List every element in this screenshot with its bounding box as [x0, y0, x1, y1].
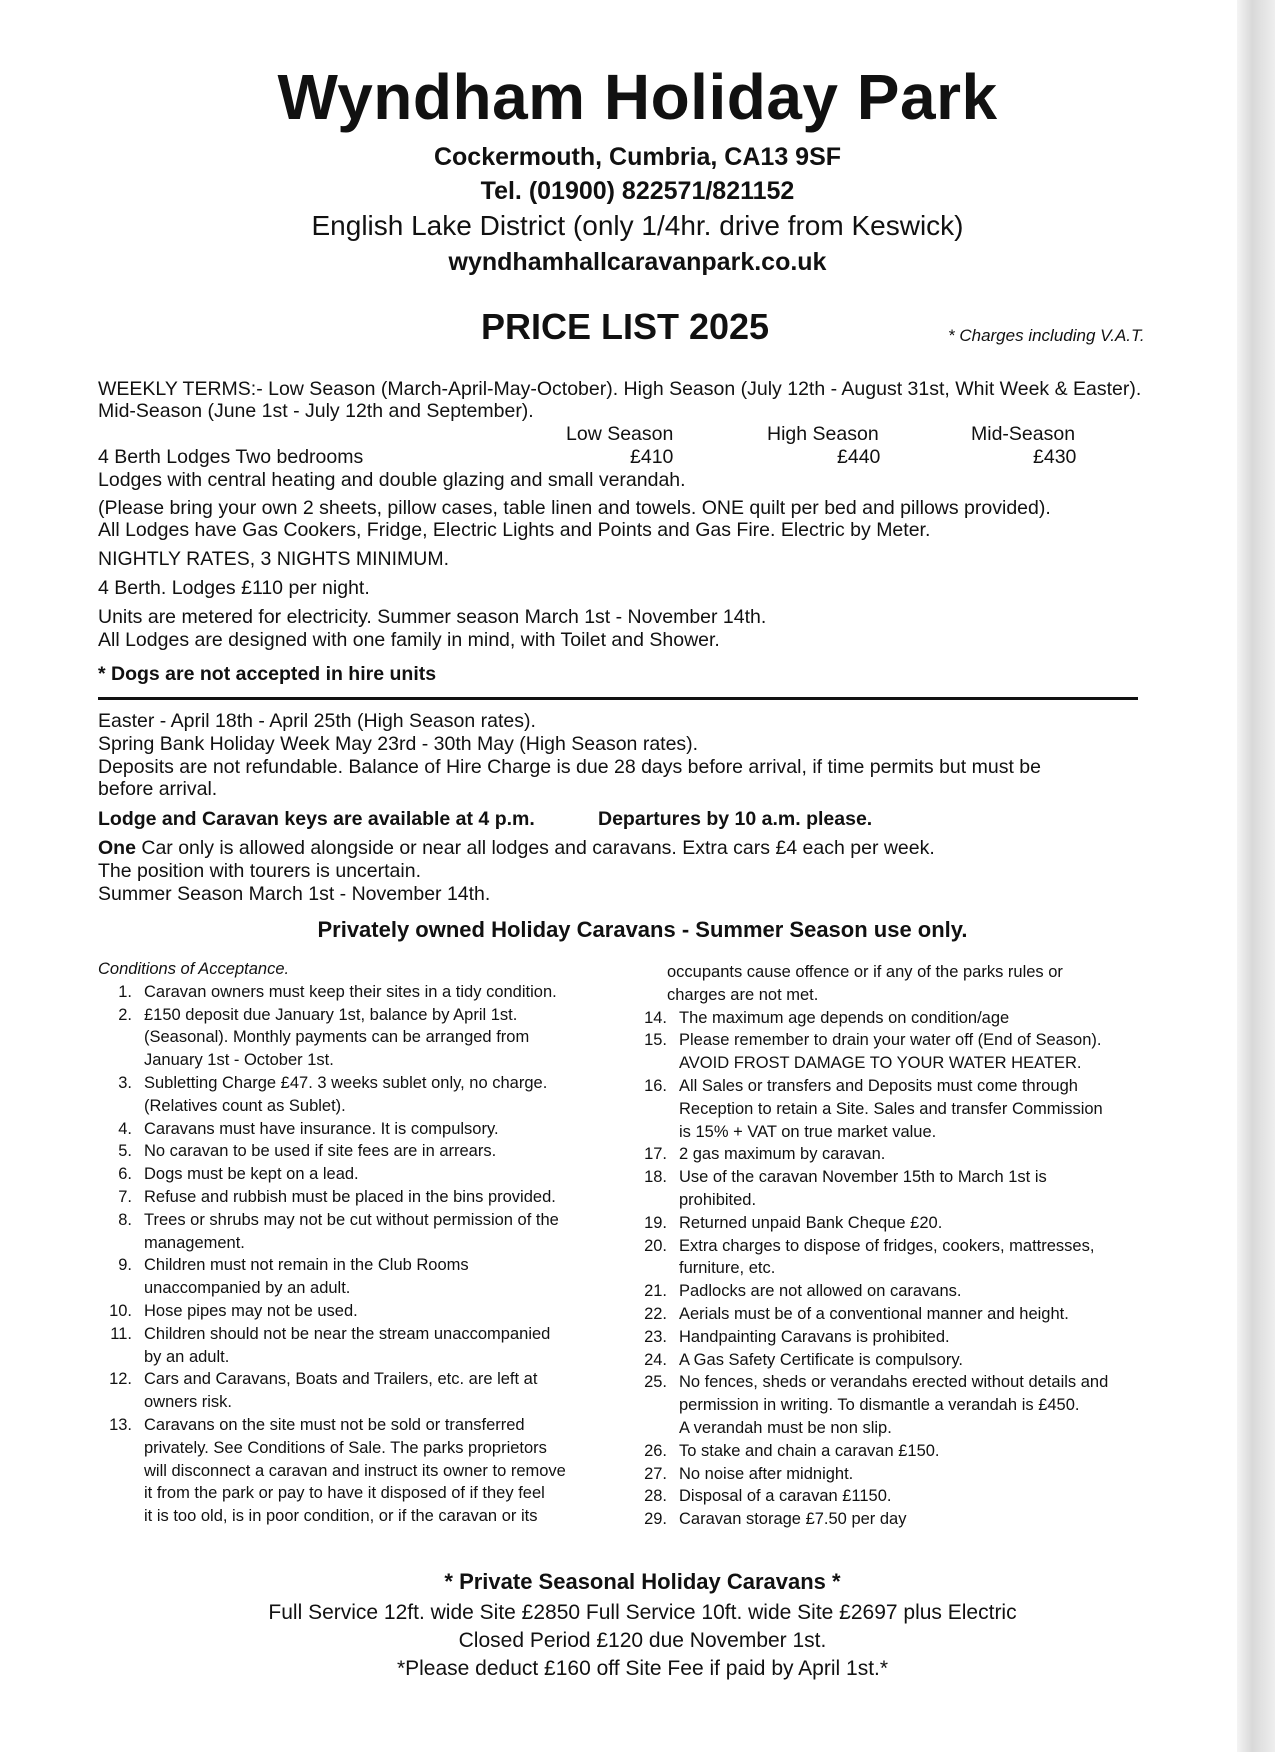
condition-line: A verandah must be non slip. — [679, 1418, 892, 1437]
condition-line: Caravan storage £7.50 per day — [679, 1510, 907, 1529]
condition-line: Trees or shrubs may not be cut without permission of the — [144, 1210, 559, 1229]
family-note: All Lodges are designed with one family in mind, with Toilet and Shower. — [98, 629, 720, 651]
car-policy-rest: Car only is allowed alongside or near all lodges and caravans. Extra cars £4 each per week. — [135, 837, 935, 859]
condition-number: 1. — [118, 982, 132, 1001]
condition-line: Aerials must be of a conventional manner and height. — [679, 1304, 1069, 1323]
condition-text — [144, 1140, 618, 1163]
condition-text — [144, 1118, 618, 1141]
condition-item — [98, 1140, 618, 1163]
condition-text — [679, 1166, 1146, 1212]
condition-line: Use of the caravan November 15th to March 1st is — [679, 1168, 1047, 1187]
col-low-season: Low Season — [566, 423, 674, 445]
condition-number: 26. — [644, 1441, 667, 1460]
condition-line: Caravans on the site must not be sold or transferred — [144, 1415, 525, 1434]
departures-time: Departures by 10 a.m. please. — [598, 808, 873, 830]
condition-number: 17. — [644, 1145, 667, 1164]
condition-text — [144, 1072, 618, 1118]
condition-text — [679, 1371, 1146, 1439]
condition-text — [144, 1323, 618, 1369]
condition-item — [626, 1075, 1146, 1143]
condition-item — [626, 1166, 1146, 1212]
condition-number: 9. — [118, 1256, 132, 1275]
park-phone: Tel. (01900) 822571/821152 — [480, 177, 795, 205]
condition-line: Please remember to drain your water off (End of Season). — [679, 1031, 1102, 1050]
condition-line: No caravan to be used if site fees are in arrears. — [144, 1142, 497, 1161]
condition-number: 6. — [118, 1165, 132, 1184]
seasonal-heading: * Private Seasonal Holiday Caravans * — [444, 1569, 841, 1594]
metered-note: Units are metered for electricity. Summer season March 1st - November 14th. — [98, 606, 767, 628]
condition-line: charges are not met. — [667, 985, 819, 1004]
condition-item — [98, 1254, 618, 1300]
tourers-note: The position with tourers is uncertain. — [98, 860, 421, 882]
condition-number: 8. — [118, 1210, 132, 1229]
condition-item — [626, 1235, 1146, 1281]
lodges-features: Lodges with central heating and double glazing and small verandah. — [98, 469, 686, 491]
condition-text — [679, 1235, 1146, 1281]
condition-text — [679, 1303, 1146, 1326]
weekly-terms-line1: WEEKLY TERMS:- Low Season (March-April-May-October). High Season (July 12th - August 31st, Whit Week & Easter). — [98, 378, 1142, 400]
condition-item — [98, 1004, 618, 1072]
condition-line: Hose pipes may not be used. — [144, 1301, 358, 1320]
condition-line: AVOID FROST DAMAGE TO YOUR WATER HEATER. — [679, 1054, 1082, 1073]
park-region: English Lake District (only 1/4hr. drive from Keswick) — [311, 210, 964, 241]
condition-item — [626, 1463, 1146, 1486]
condition-number: 18. — [644, 1168, 667, 1187]
condition-number: 14. — [644, 1008, 667, 1027]
condition-text — [144, 1163, 618, 1186]
condition-line: Subletting Charge £47. 3 weeks sublet only, no charge. — [144, 1073, 548, 1092]
condition-line: Handpainting Caravans is prohibited. — [679, 1327, 950, 1346]
condition-text — [144, 1414, 618, 1528]
condition-line: No noise after midnight. — [679, 1464, 854, 1483]
condition-text — [679, 1485, 1146, 1508]
col-high-season: High Season — [767, 423, 879, 445]
condition-text — [679, 1326, 1146, 1349]
condition-text — [679, 1349, 1146, 1372]
condition-item — [98, 1163, 618, 1186]
spring-bank-dates: Spring Bank Holiday Week May 23rd - 30th May (High Season rates). — [98, 733, 699, 755]
condition-number: 11. — [110, 1324, 132, 1343]
seasonal-line3: *Please deduct £160 off Site Fee if paid by April 1st.* — [396, 1657, 889, 1680]
condition-line: Children should not be near the stream unaccompanied — [144, 1324, 551, 1343]
condition-item — [626, 1280, 1146, 1303]
condition-line: Padlocks are not allowed on caravans. — [679, 1282, 962, 1301]
condition-item — [98, 1323, 618, 1369]
bring-linen-note: (Please bring your own 2 sheets, pillow cases, table linen and towels. ONE quilt per bed and pillows provided). — [98, 497, 1051, 519]
condition-text — [679, 1280, 1146, 1303]
condition-line: Returned unpaid Bank Cheque £20. — [679, 1213, 943, 1232]
condition-line: it is too old, is in poor condition, or if the caravan or its — [144, 1507, 538, 1526]
condition-number: 25. — [644, 1373, 667, 1392]
condition-text — [679, 1007, 1146, 1030]
condition-item — [98, 981, 618, 1004]
conditions-right-column — [626, 961, 1146, 1531]
condition-text — [144, 1368, 618, 1414]
condition-line: January 1st - October 1st. — [144, 1051, 334, 1070]
condition-item — [98, 1118, 618, 1141]
condition-line: (Relatives count as Sublet). — [144, 1096, 346, 1115]
easter-dates: Easter - April 18th - April 25th (High Season rates). — [98, 710, 536, 732]
condition-line: will disconnect a caravan and instruct its owner to remove — [144, 1461, 566, 1480]
condition-number: 20. — [644, 1236, 667, 1255]
col-mid-season: Mid-Season — [971, 423, 1076, 445]
conditions-left-column — [98, 958, 618, 1528]
condition-number: 4. — [118, 1119, 132, 1138]
nightly-rates-title: NIGHTLY RATES, 3 NIGHTS MINIMUM. — [98, 548, 450, 570]
price-mid: £430 — [1033, 446, 1077, 468]
condition-line: The maximum age depends on condition/age — [679, 1008, 1010, 1027]
condition-text — [679, 1075, 1146, 1143]
condition-number: 15. — [644, 1031, 667, 1050]
condition-line: Caravans must have insurance. It is compulsory. — [144, 1119, 499, 1138]
car-policy-bold: One — [98, 837, 136, 859]
condition-number: 10. — [109, 1301, 132, 1320]
condition-number: 28. — [644, 1487, 667, 1506]
condition-line: Refuse and rubbish must be placed in the bins provided. — [144, 1187, 556, 1206]
condition-item — [98, 1072, 618, 1118]
condition-line: unaccompanied by an adult. — [144, 1279, 351, 1298]
condition-text — [144, 1300, 618, 1323]
price-list-title: PRICE LIST 2025 — [480, 306, 770, 347]
lodge-appliances: All Lodges have Gas Cookers, Fridge, Electric Lights and Points and Gas Fire. Electric by Meter. — [98, 519, 931, 541]
condition-number: 24. — [644, 1350, 667, 1369]
condition-text — [679, 1440, 1146, 1463]
condition-line: Extra charges to dispose of fridges, cookers, mattresses, — [679, 1236, 1095, 1255]
condition-item — [98, 1368, 618, 1414]
condition-line: Cars and Caravans, Boats and Trailers, etc. are left at — [144, 1370, 538, 1389]
condition-item — [626, 1143, 1146, 1166]
nightly-rate: 4 Berth. Lodges £110 per night. — [98, 577, 370, 599]
condition-item — [626, 1212, 1146, 1235]
conditions-title: Conditions of Acceptance. — [98, 960, 290, 978]
condition-line: prohibited. — [679, 1190, 757, 1209]
price-low: £410 — [630, 446, 674, 468]
condition-number: 23. — [644, 1327, 667, 1346]
condition-text — [679, 1463, 1146, 1486]
condition-item — [626, 1326, 1146, 1349]
condition-line: management. — [144, 1233, 245, 1252]
condition-text — [679, 1212, 1146, 1235]
condition-line: 2 gas maximum by caravan. — [679, 1145, 886, 1164]
deposits-line2: before arrival. — [98, 778, 218, 800]
condition-item — [98, 1209, 618, 1255]
condition-item — [626, 1485, 1146, 1508]
condition-item — [626, 1371, 1146, 1439]
condition-text — [144, 1209, 618, 1255]
condition-line: (Seasonal). Monthly payments can be arranged from — [144, 1028, 530, 1047]
condition-item — [626, 1508, 1146, 1531]
price-high: £440 — [837, 446, 881, 468]
weekly-terms-line2: Mid-Season (June 1st - July 12th and September). — [98, 400, 534, 422]
condition-text — [679, 1029, 1146, 1075]
condition-line: Children must not remain in the Club Rooms — [144, 1256, 469, 1275]
condition-text — [144, 1004, 618, 1072]
car-policy — [98, 837, 935, 859]
condition-number: 5. — [118, 1142, 132, 1161]
condition-line: Dogs must be kept on a lead. — [144, 1165, 359, 1184]
condition-item — [626, 1440, 1146, 1463]
summer-season: Summer Season March 1st - November 14th. — [98, 883, 491, 905]
vat-note: * Charges including V.A.T. — [948, 326, 1145, 345]
condition-text — [144, 1186, 618, 1209]
condition-line: To stake and chain a caravan £150. — [679, 1441, 940, 1460]
condition-line: All Sales or transfers and Deposits must come through — [679, 1076, 1078, 1095]
condition-item — [98, 1186, 618, 1209]
condition-number: 2. — [118, 1005, 132, 1024]
condition-number: 12. — [109, 1370, 132, 1389]
seasonal-line2: Closed Period £120 due November 1st. — [458, 1629, 827, 1652]
condition-number: 7. — [118, 1187, 132, 1206]
park-address: Cockermouth, Cumbria, CA13 9SF — [433, 143, 842, 171]
condition-line: Caravan owners must keep their sites in a tidy condition. — [144, 982, 557, 1001]
dogs-note: * Dogs are not accepted in hire units — [98, 663, 437, 685]
condition-line: furniture, etc. — [679, 1259, 776, 1278]
private-caravans-heading: Privately owned Holiday Caravans - Summer Season use only. — [317, 917, 968, 942]
condition-line: occupants cause offence or if any of the parks rules or — [667, 963, 1063, 981]
condition-line: £150 deposit due January 1st, balance by April 1st. — [144, 1005, 518, 1024]
condition-text — [144, 1254, 618, 1300]
condition-number: 29. — [644, 1510, 667, 1529]
condition-line: it from the park or pay to have it disposed of if they feel — [144, 1484, 545, 1503]
condition-line: owners risk. — [144, 1393, 233, 1412]
lodge-row-label: 4 Berth Lodges Two bedrooms — [98, 446, 364, 468]
condition-number: 21. — [644, 1282, 667, 1301]
condition-number: 3. — [118, 1073, 132, 1092]
condition-item — [626, 1349, 1146, 1372]
condition-text — [679, 1508, 1146, 1531]
condition-number: 13. — [109, 1415, 132, 1434]
keys-time: Lodge and Caravan keys are available at 4 p.m. — [98, 808, 535, 830]
condition-item — [98, 1414, 618, 1528]
deposits-line1: Deposits are not refundable. Balance of Hire Charge is due 28 days before arrival, if time permits but must be — [98, 756, 1041, 778]
seasonal-line1: Full Service 12ft. wide Site £2850 Full Service 10ft. wide Site £2697 plus Electric — [268, 1601, 1017, 1624]
condition-item — [98, 1300, 618, 1323]
page-title: Wyndham Holiday Park — [277, 61, 998, 133]
condition-line: A Gas Safety Certificate is compulsory. — [679, 1350, 963, 1369]
condition-number: 19. — [644, 1213, 667, 1232]
condition-number: 27. — [644, 1464, 667, 1483]
condition-line: No fences, sheds or verandahs erected without details and — [679, 1373, 1109, 1392]
conditions-continuation — [626, 961, 1146, 1007]
condition-text — [144, 981, 618, 1004]
condition-item — [626, 1303, 1146, 1326]
condition-text — [679, 1143, 1146, 1166]
condition-line: is 15% + VAT on true market value. — [679, 1122, 937, 1141]
condition-line: by an adult. — [144, 1347, 230, 1366]
condition-line: privately. See Conditions of Sale. The parks proprietors — [144, 1438, 547, 1457]
condition-line: permission in writing. To dismantle a verandah is £450. — [679, 1396, 1080, 1415]
condition-number: 16. — [644, 1076, 667, 1095]
park-website: wyndhamhallcaravanpark.co.uk — [448, 248, 827, 276]
condition-line: Disposal of a caravan £1150. — [679, 1487, 892, 1506]
condition-number: 22. — [644, 1304, 667, 1323]
condition-item — [626, 1029, 1146, 1075]
section-divider — [98, 697, 1138, 700]
condition-item — [626, 1007, 1146, 1030]
condition-line: Reception to retain a Site. Sales and transfer Commission — [679, 1099, 1103, 1118]
